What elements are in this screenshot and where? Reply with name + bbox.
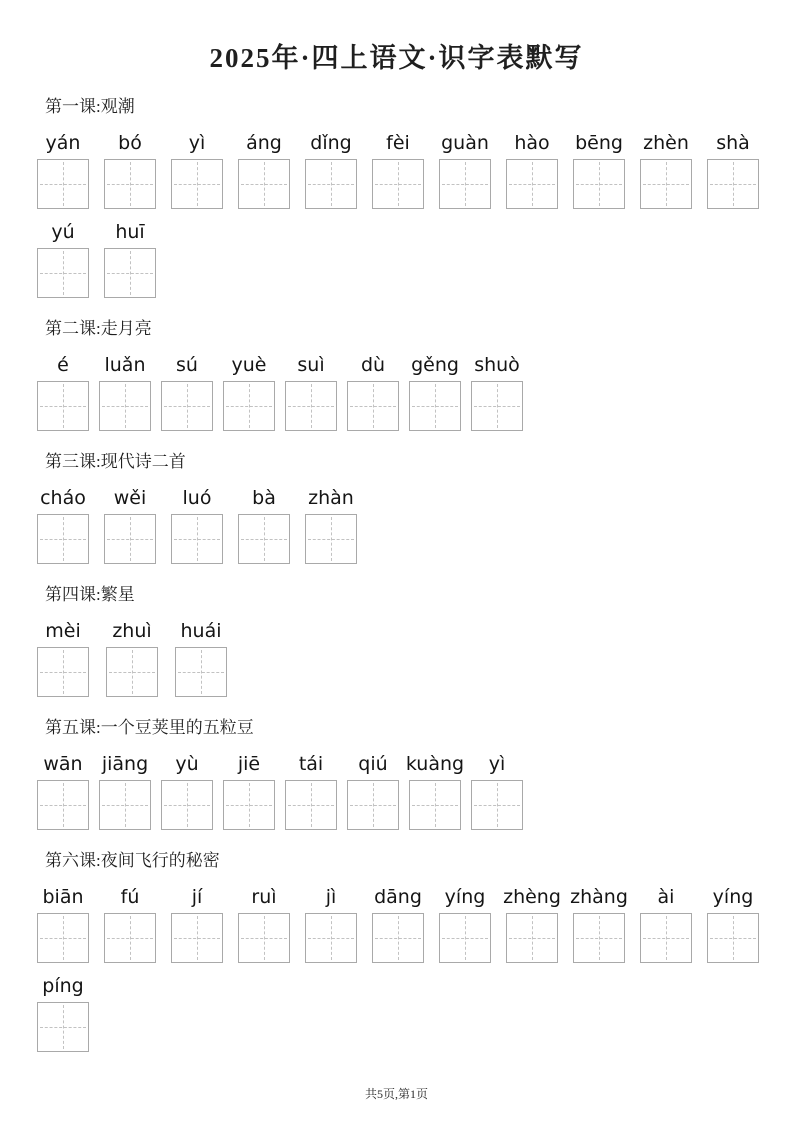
sections bbox=[0, 96, 793, 1052]
writing-grid-box bbox=[106, 647, 158, 697]
pinyin-cell bbox=[707, 130, 759, 209]
pinyin-cell bbox=[707, 884, 759, 963]
pinyin-cell bbox=[409, 352, 461, 431]
pinyin-cell bbox=[99, 751, 151, 830]
pinyin-label: yíng bbox=[712, 886, 754, 908]
pinyin-label: wān bbox=[43, 753, 83, 775]
pinyin-cell bbox=[171, 485, 223, 564]
pinyin-cell bbox=[223, 751, 275, 830]
pinyin-label: zhàn bbox=[308, 487, 354, 509]
pinyin-cell bbox=[439, 884, 491, 963]
pinyin-label: zhèng bbox=[503, 886, 561, 908]
writing-grid-box bbox=[409, 780, 461, 830]
writing-grid-box bbox=[37, 248, 89, 298]
writing-grid-box bbox=[471, 780, 523, 830]
pinyin-cell bbox=[175, 618, 227, 697]
pinyin-label: guàn bbox=[441, 132, 489, 154]
pinyin-label: é bbox=[57, 354, 69, 376]
writing-grid-box bbox=[223, 780, 275, 830]
writing-grid-box bbox=[171, 159, 223, 209]
section-rows bbox=[0, 884, 793, 1052]
pinyin-label: ruì bbox=[251, 886, 277, 908]
pinyin-label: biān bbox=[42, 886, 84, 908]
pinyin-label: gěng bbox=[411, 354, 459, 376]
pinyin-label: cháo bbox=[40, 487, 86, 509]
pinyin-label: dù bbox=[360, 354, 386, 376]
pinyin-label: fèi bbox=[386, 132, 410, 154]
writing-grid-box bbox=[37, 780, 89, 830]
pinyin-cell bbox=[223, 352, 275, 431]
writing-grid-box bbox=[506, 913, 558, 963]
pinyin-label: tái bbox=[298, 753, 324, 775]
section-header: 第三课:现代诗二首 bbox=[45, 452, 186, 471]
pinyin-cell bbox=[285, 751, 337, 830]
pinyin-label: luǎn bbox=[104, 354, 146, 376]
writing-grid-box bbox=[506, 159, 558, 209]
pinyin-row bbox=[37, 130, 793, 209]
writing-grid-box bbox=[640, 159, 692, 209]
pinyin-cell bbox=[347, 751, 399, 830]
writing-grid-box bbox=[573, 913, 625, 963]
writing-grid-box bbox=[37, 1002, 89, 1052]
pinyin-label: dāng bbox=[374, 886, 422, 908]
pinyin-cell bbox=[503, 884, 561, 963]
writing-grid-box bbox=[99, 381, 151, 431]
pinyin-cell bbox=[161, 352, 213, 431]
pinyin-cell bbox=[471, 352, 523, 431]
writing-grid-box bbox=[439, 159, 491, 209]
pinyin-label: wěi bbox=[113, 487, 147, 509]
pinyin-cell bbox=[171, 130, 223, 209]
section-header: 第五课:一个豆荚里的五粒豆 bbox=[45, 718, 254, 737]
writing-grid-box bbox=[161, 381, 213, 431]
pinyin-cell bbox=[37, 884, 89, 963]
section-rows bbox=[0, 130, 793, 298]
pinyin-cell bbox=[37, 618, 89, 697]
writing-grid-box bbox=[285, 780, 337, 830]
pinyin-cell bbox=[305, 130, 357, 209]
pinyin-label: yú bbox=[51, 221, 75, 243]
writing-grid-box bbox=[104, 248, 156, 298]
section-header: 第二课:走月亮 bbox=[45, 319, 152, 338]
pinyin-label: yíng bbox=[444, 886, 486, 908]
pinyin-cell bbox=[37, 973, 89, 1052]
pinyin-label: hào bbox=[514, 132, 550, 154]
writing-grid-box bbox=[372, 913, 424, 963]
writing-grid-box bbox=[37, 159, 89, 209]
writing-grid-box bbox=[305, 514, 357, 564]
pinyin-label: áng bbox=[246, 132, 282, 154]
pinyin-label: bēng bbox=[575, 132, 623, 154]
writing-grid-box bbox=[99, 780, 151, 830]
pinyin-label: dǐng bbox=[310, 132, 352, 154]
pinyin-cell bbox=[37, 485, 89, 564]
writing-grid-box bbox=[471, 381, 523, 431]
lesson-section bbox=[0, 96, 793, 298]
pinyin-cell bbox=[171, 884, 223, 963]
writing-grid-box bbox=[305, 159, 357, 209]
writing-grid-box bbox=[223, 381, 275, 431]
writing-grid-box bbox=[238, 913, 290, 963]
writing-grid-box bbox=[104, 514, 156, 564]
lesson-section bbox=[0, 451, 793, 564]
writing-grid-box bbox=[707, 913, 759, 963]
writing-grid-box bbox=[171, 514, 223, 564]
pinyin-label: yuè bbox=[231, 354, 267, 376]
pinyin-cell bbox=[106, 618, 158, 697]
writing-grid-box bbox=[104, 913, 156, 963]
pinyin-row bbox=[37, 973, 793, 1052]
pinyin-cell bbox=[37, 130, 89, 209]
writing-grid-box bbox=[573, 159, 625, 209]
pinyin-label: bà bbox=[252, 487, 276, 509]
pinyin-cell bbox=[439, 130, 491, 209]
pinyin-label: kuàng bbox=[405, 753, 465, 775]
pinyin-label: jiē bbox=[237, 753, 261, 775]
pinyin-label: fú bbox=[120, 886, 140, 908]
writing-grid-box bbox=[238, 514, 290, 564]
pinyin-cell bbox=[104, 485, 156, 564]
writing-grid-box bbox=[640, 913, 692, 963]
pinyin-cell bbox=[104, 219, 156, 298]
writing-grid-box bbox=[409, 381, 461, 431]
pinyin-cell bbox=[238, 485, 290, 564]
pinyin-label: jí bbox=[191, 886, 203, 908]
page-footer: 共5页,第1页 bbox=[364, 1087, 428, 1101]
pinyin-cell bbox=[372, 884, 424, 963]
writing-grid-box bbox=[347, 780, 399, 830]
pinyin-cell bbox=[99, 352, 151, 431]
writing-grid-box bbox=[439, 913, 491, 963]
pinyin-cell bbox=[238, 884, 290, 963]
pinyin-cell bbox=[372, 130, 424, 209]
pinyin-label: jiāng bbox=[101, 753, 149, 775]
pinyin-label: yì bbox=[188, 132, 206, 154]
writing-grid-box bbox=[305, 913, 357, 963]
pinyin-label: jì bbox=[325, 886, 337, 908]
pinyin-label: yì bbox=[488, 753, 506, 775]
pinyin-cell bbox=[37, 751, 89, 830]
lesson-section bbox=[0, 850, 793, 1052]
writing-grid-box bbox=[347, 381, 399, 431]
pinyin-cell bbox=[104, 884, 156, 963]
pinyin-cell bbox=[570, 884, 628, 963]
pinyin-cell bbox=[640, 130, 692, 209]
pinyin-cell bbox=[573, 130, 625, 209]
writing-grid-box bbox=[104, 159, 156, 209]
writing-grid-box bbox=[37, 514, 89, 564]
pinyin-label: sú bbox=[176, 354, 198, 376]
section-rows bbox=[0, 485, 793, 564]
pinyin-label: zhàng bbox=[570, 886, 628, 908]
section-rows bbox=[0, 352, 793, 431]
writing-grid-box bbox=[37, 381, 89, 431]
writing-grid-box bbox=[171, 913, 223, 963]
pinyin-cell bbox=[347, 352, 399, 431]
writing-grid-box bbox=[37, 647, 89, 697]
pinyin-label: huái bbox=[180, 620, 222, 642]
pinyin-cell bbox=[238, 130, 290, 209]
page-title: 2025年·四上语文·识字表默写 bbox=[209, 43, 584, 73]
writing-grid-box bbox=[175, 647, 227, 697]
pinyin-label: suì bbox=[297, 354, 325, 376]
pinyin-label: zhuì bbox=[112, 620, 152, 642]
writing-grid-box bbox=[285, 381, 337, 431]
section-header: 第六课:夜间飞行的秘密 bbox=[45, 851, 220, 870]
section-rows bbox=[0, 618, 793, 697]
pinyin-cell bbox=[471, 751, 523, 830]
pinyin-label: píng bbox=[42, 975, 84, 997]
section-header: 第四课:繁星 bbox=[45, 585, 135, 604]
lesson-section bbox=[0, 717, 793, 830]
pinyin-label: shà bbox=[716, 132, 750, 154]
writing-grid-box bbox=[707, 159, 759, 209]
lesson-section bbox=[0, 584, 793, 697]
pinyin-label: mèi bbox=[45, 620, 81, 642]
pinyin-cell bbox=[161, 751, 213, 830]
pinyin-label: zhèn bbox=[643, 132, 689, 154]
pinyin-label: yù bbox=[175, 753, 199, 775]
writing-grid-box bbox=[161, 780, 213, 830]
pinyin-cell bbox=[640, 884, 692, 963]
writing-grid-box bbox=[372, 159, 424, 209]
pinyin-row bbox=[37, 618, 793, 697]
pinyin-label: bó bbox=[118, 132, 142, 154]
pinyin-label: shuò bbox=[474, 354, 520, 376]
writing-grid-box bbox=[238, 159, 290, 209]
pinyin-cell bbox=[37, 352, 89, 431]
pinyin-cell bbox=[104, 130, 156, 209]
pinyin-cell bbox=[305, 485, 357, 564]
pinyin-label: ài bbox=[657, 886, 675, 908]
pinyin-cell bbox=[305, 884, 357, 963]
pinyin-label: huī bbox=[115, 221, 145, 243]
section-rows bbox=[0, 751, 793, 830]
pinyin-label: qiú bbox=[358, 753, 388, 775]
pinyin-label: yán bbox=[45, 132, 81, 154]
pinyin-cell bbox=[405, 751, 465, 830]
pinyin-cell bbox=[285, 352, 337, 431]
pinyin-cell bbox=[506, 130, 558, 209]
pinyin-label: luó bbox=[182, 487, 212, 509]
pinyin-row bbox=[37, 751, 793, 830]
pinyin-row bbox=[37, 485, 793, 564]
section-header: 第一课:观潮 bbox=[45, 97, 135, 116]
pinyin-cell bbox=[37, 219, 89, 298]
lesson-section bbox=[0, 318, 793, 431]
pinyin-row bbox=[37, 352, 793, 431]
pinyin-row bbox=[37, 884, 793, 963]
pinyin-row bbox=[37, 219, 793, 298]
writing-grid-box bbox=[37, 913, 89, 963]
